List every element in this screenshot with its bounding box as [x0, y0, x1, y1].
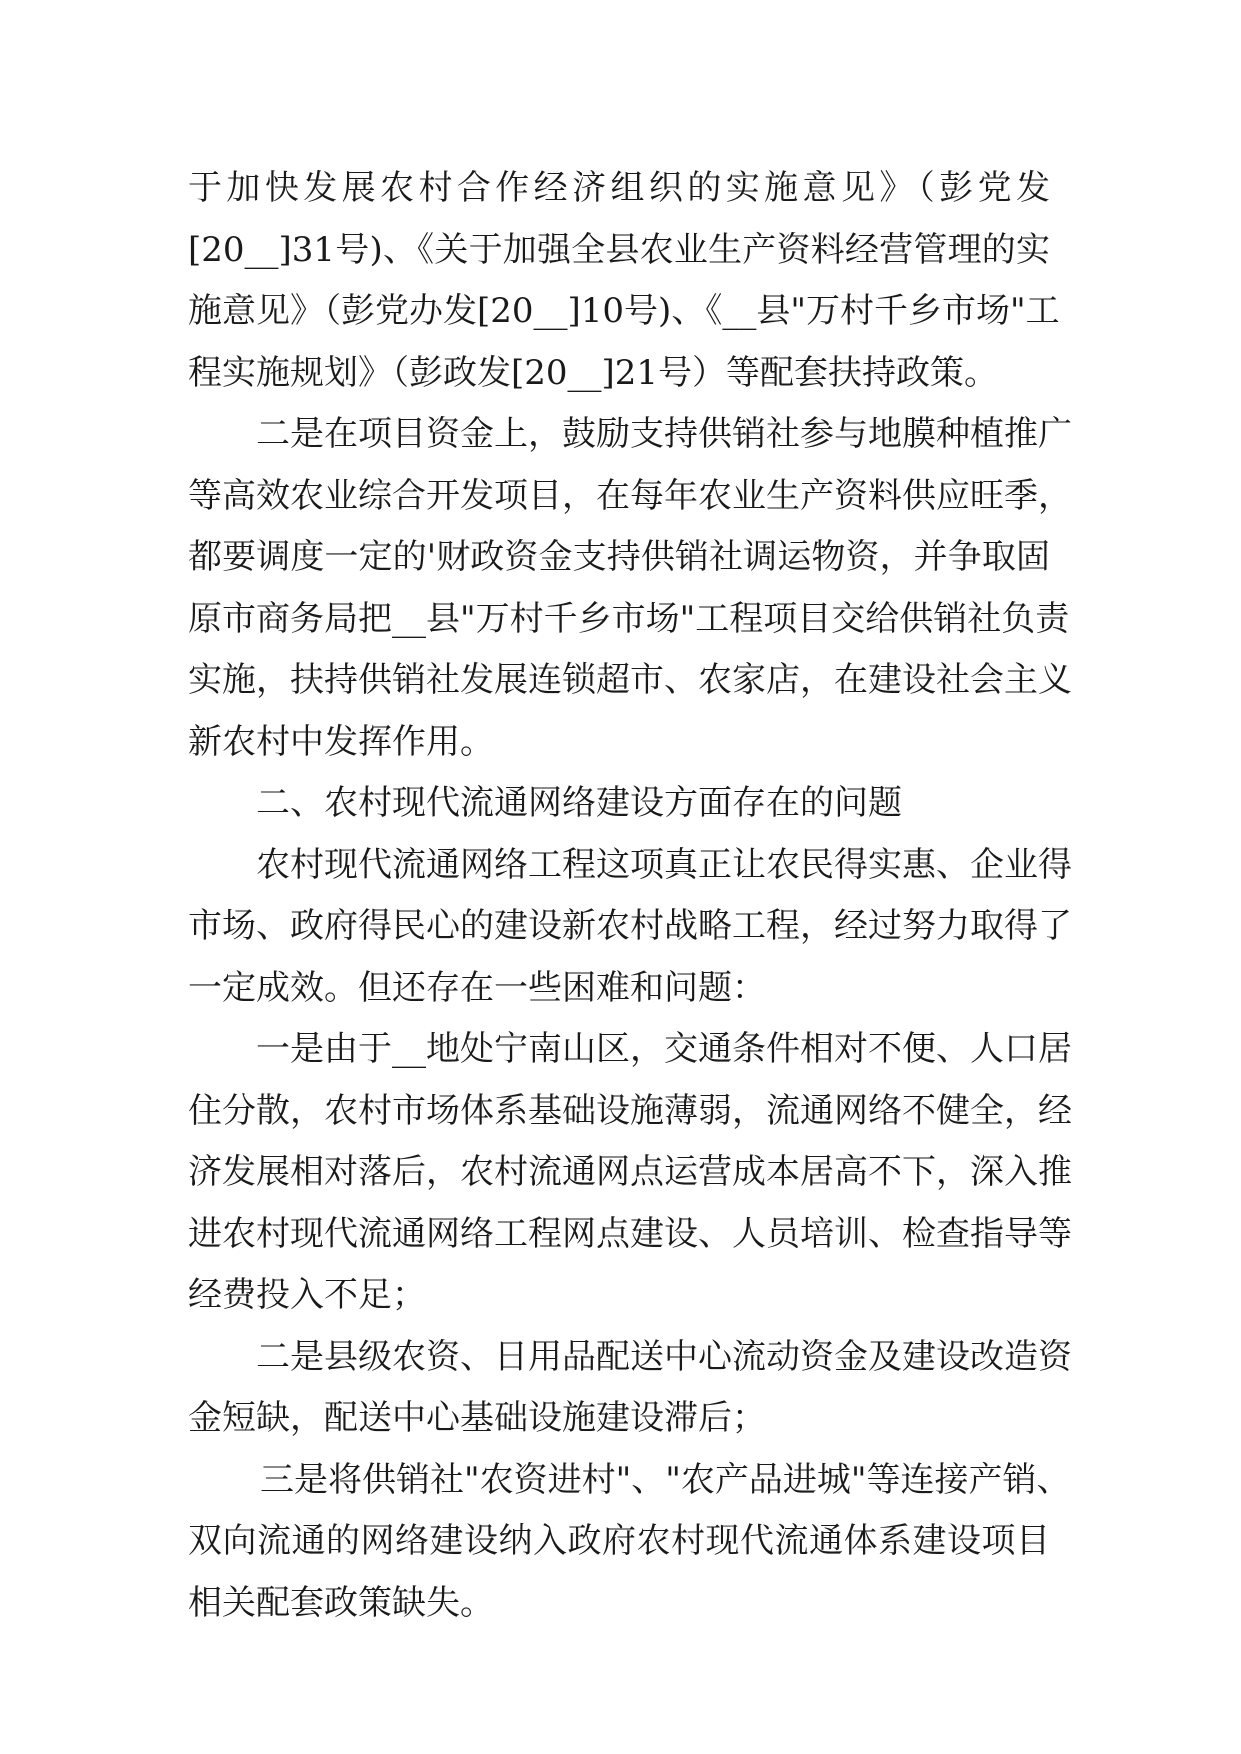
text-line: [20__]31号)、《关于加强全县农业生产资料经营管理的实 — [188, 229, 1050, 270]
text-line: 实施，扶持供销社发展连锁超市、农家店，在建设社会主义 — [188, 660, 1072, 700]
section-heading: 二、农村现代流通网络建设方面存在的问题 — [256, 783, 902, 823]
text-line: 相关配套政策缺失。 — [188, 1582, 494, 1623]
text-line: 住分散，农村市场体系基础设施薄弱，流通网络不健全，经 — [188, 1090, 1072, 1131]
text-line: 都要调度一定的'财政资金支持供销社调运物资，并争取固 — [188, 537, 1050, 577]
text-line: 经费投入不足； — [188, 1275, 426, 1315]
text-line: 施意见》（彭党办发[20__]10号)、《__县"万村千乡市场"工 — [188, 291, 1060, 331]
text-line: 济发展相对落后，农村流通网点运营成本居高不下，深入推 — [188, 1152, 1072, 1192]
text-line: 双向流通的网络建设纳入政府农村现代流通体系建设项目 — [188, 1521, 1050, 1561]
text-line: 原市商务局把__县"万村千乡市场"工程项目交给供销社负责 — [188, 598, 1070, 639]
text-line: 程实施规划》（彭政发[20__]21号）等配套扶持政策。 — [188, 352, 999, 393]
text-line: 于加快发展农村合作经济组织的实施意见》（彭党发 — [188, 168, 1050, 208]
text-line: 新农村中发挥作用。 — [188, 721, 494, 762]
text-line: 进农村现代流通网络工程网点建设、人员培训、检查指导等 — [188, 1213, 1072, 1254]
paragraph-first-line: 三是将供销社"农资进村"、"农产品进城"等连接产销、 — [260, 1459, 1071, 1500]
paragraph-first-line: 农村现代流通网络工程这项真正让农民得实惠、企业得 — [256, 844, 1072, 885]
paragraph-first-line: 二是县级农资、日用品配送中心流动资金及建设改造资 — [256, 1336, 1072, 1377]
text-line: 等高效农业综合开发项目，在每年农业生产资料供应旺季， — [188, 475, 1072, 516]
paragraph-first-line: 二是在项目资金上，鼓励支持供销社参与地膜种植推广 — [256, 414, 1072, 454]
paragraph-first-line: 一是由于__地处宁南山区，交通条件相对不便、人口居 — [256, 1029, 1072, 1069]
document-body — [188, 158, 1072, 1634]
text-line: 市场、政府得民心的建设新农村战略工程，经过努力取得了 — [188, 906, 1072, 946]
text-line: 一定成效。但还存在一些困难和问题： — [188, 967, 766, 1008]
text-line: 金短缺，配送中心基础设施建设滞后； — [188, 1398, 766, 1438]
